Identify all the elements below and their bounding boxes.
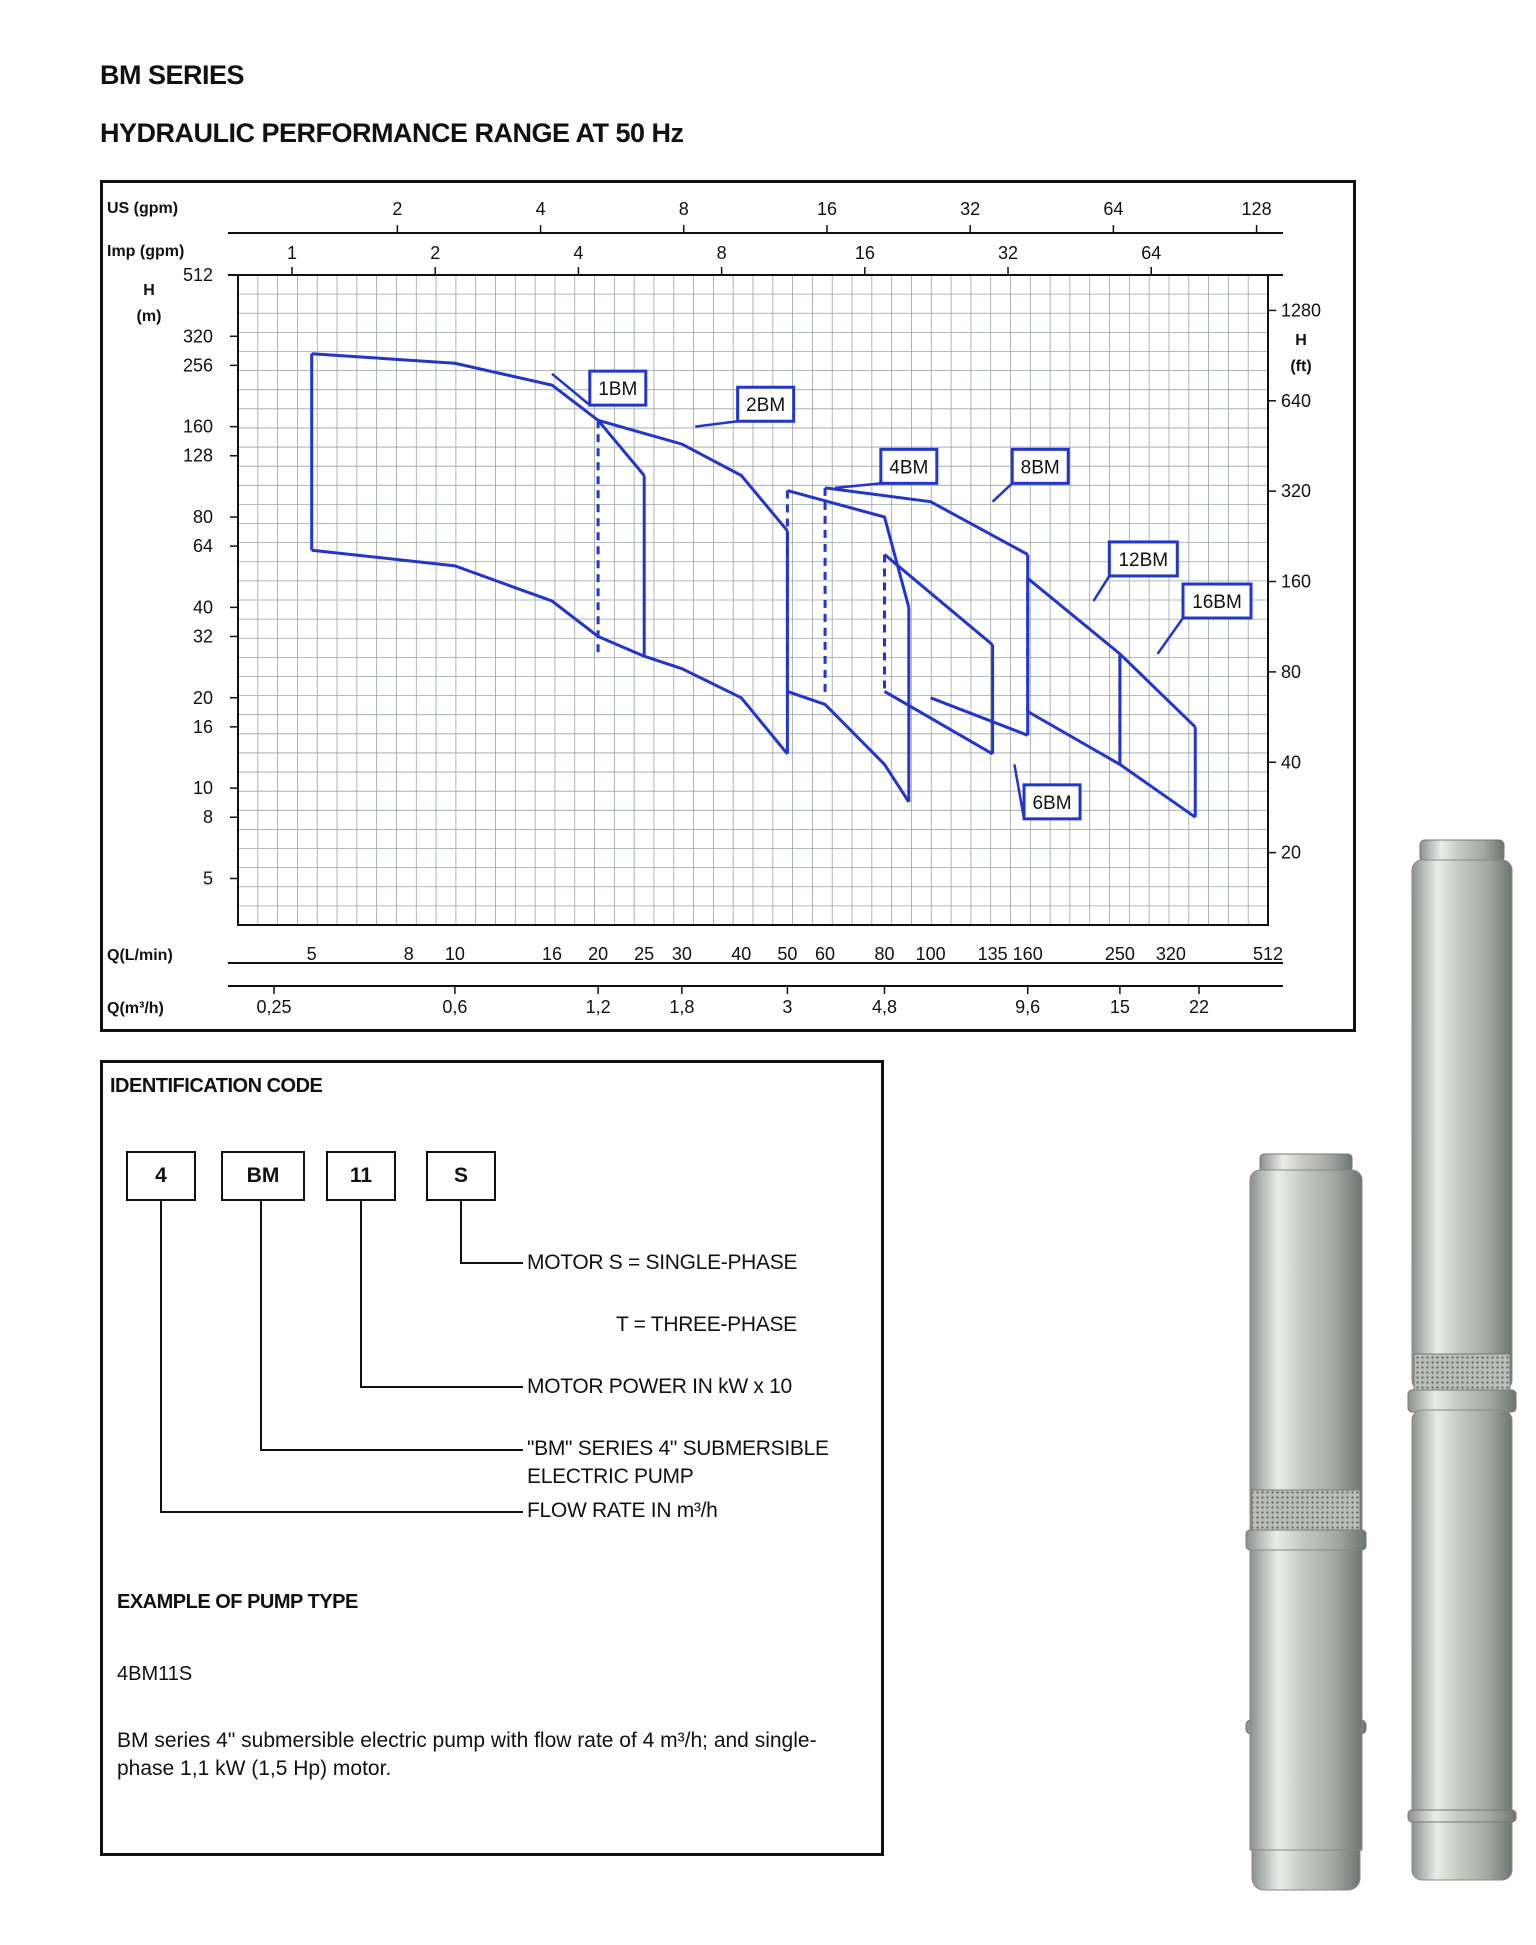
imp-gpm-tick-label: 2 (430, 243, 441, 263)
code-box-power: 11 (326, 1151, 396, 1201)
label-leader-2BM (695, 421, 737, 426)
h-m-tick-label: 10 (192, 778, 213, 799)
h-m-tick-label: 16 (192, 716, 213, 737)
h-ft-tick-label: 640 (1281, 390, 1312, 411)
q-m3h-tick-label: 0,25 (256, 997, 292, 1017)
motor-three-phase: T = THREE-PHASE (616, 1313, 797, 1336)
q-lmin-tick-label: 80 (874, 944, 895, 964)
q-lmin-tick-label: 10 (444, 944, 465, 964)
q-lmin-tick-label: 20 (588, 944, 609, 964)
q-m3h-tick-label: 4,8 (871, 997, 898, 1017)
label-8BM: 8BM (1020, 457, 1060, 479)
h-m-tick-label: 20 (192, 687, 213, 708)
label-leader-8BM (993, 483, 1013, 501)
h-m-tick-label: 80 (192, 507, 213, 528)
q-lmin-tick-label: 100 (915, 944, 946, 964)
h-m-tick-label: 5 (202, 868, 213, 889)
us-gpm-tick-label: 16 (816, 199, 837, 219)
h-ft-tick-label: 40 (1281, 752, 1302, 773)
q-m3h-tick-label: 15 (1109, 997, 1130, 1017)
h-ft-tick-label: 20 (1281, 842, 1302, 863)
imp-gpm-tick-label: 1 (287, 243, 298, 263)
q-lmin-tick-label: 8 (403, 944, 414, 964)
h-ft-label: H (1295, 332, 1307, 349)
motor-power-text: MOTOR POWER IN kW x 10 (527, 1375, 792, 1398)
example-description: BM series 4" submersible electric pump with flow rate of 4 m³/h; and single-phase 1,1 kW (1,5 Hp) motor. (117, 1729, 817, 1780)
h-ft-tick-label: 160 (1281, 571, 1312, 592)
chart-svg (103, 183, 1359, 1035)
q-lmin-tick-label: 135 (977, 944, 1008, 964)
h-m-tick-label: 160 (182, 416, 213, 437)
h-m-tick-label: 8 (202, 807, 213, 828)
curve-4BM-bottom (787, 691, 908, 802)
h-m-tick-label: 256 (182, 355, 213, 376)
series-text-1: "BM" SERIES 4" SUBMERSIBLE (527, 1437, 829, 1460)
us-gpm-tick-label: 8 (678, 199, 689, 219)
q-m3h-tick-label: 22 (1189, 997, 1210, 1017)
us-gpm-label: US (gpm) (107, 200, 179, 217)
pump-tall (1408, 840, 1516, 1880)
pump-small (1246, 1154, 1366, 1890)
q-m3h-tick-label: 9,6 (1015, 997, 1041, 1017)
us-gpm-tick-label: 32 (960, 199, 981, 219)
q-lmin-tick-label: 40 (731, 944, 752, 964)
h-m-unit: (m) (136, 308, 162, 325)
imp-gpm-label: Imp (gpm) (107, 243, 185, 260)
label-16BM: 16BM (1192, 592, 1242, 614)
series-text-2: ELECTRIC PUMP (527, 1465, 694, 1488)
code-box-flow: 4 (126, 1151, 196, 1201)
us-gpm-tick-label: 2 (392, 199, 403, 219)
h-m-label: H (143, 282, 155, 299)
h-ft-tick-label: 320 (1281, 481, 1312, 502)
flow-rate-text: FLOW RATE IN m³/h (527, 1499, 718, 1522)
q-m3h-tick-label: 1,8 (669, 997, 695, 1017)
h-m-tick-label: 512 (182, 265, 213, 285)
label-1BM: 1BM (598, 379, 638, 401)
label-leader-12BM (1093, 576, 1109, 601)
series-title: BM SERIES (100, 60, 245, 90)
q-lmin-tick-label: 16 (541, 944, 563, 964)
curve-12BM-top (1028, 578, 1120, 654)
code-box-series: BM (221, 1151, 305, 1201)
curve-12BM-bottom (1028, 712, 1120, 765)
performance-chart (100, 180, 1356, 1032)
q-lmin-tick-label: 30 (671, 944, 692, 964)
h-m-tick-label: 320 (182, 326, 213, 347)
example-title: EXAMPLE OF PUMP TYPE (117, 1591, 358, 1613)
pump-images (1230, 830, 1530, 1900)
curve-2BM-top (598, 420, 787, 531)
curve-4BM-top (787, 491, 908, 608)
curve-16BM-top (1120, 654, 1195, 727)
h-ft-tick-label: 1280 (1281, 300, 1322, 321)
q-m3h-label: Q(m³/h) (107, 1000, 164, 1017)
q-lmin-tick-label: 60 (815, 944, 836, 964)
imp-gpm-tick-label: 8 (716, 243, 727, 263)
q-lmin-tick-label: 25 (634, 944, 655, 964)
label-12BM: 12BM (1118, 549, 1169, 571)
curve-2BM-bottom (644, 656, 787, 754)
imp-gpm-tick-label: 64 (1141, 243, 1162, 263)
q-lmin-tick-label: 512 (1252, 944, 1284, 964)
us-gpm-tick-label: 128 (1241, 199, 1272, 219)
q-m3h-tick-label: 0,6 (442, 997, 468, 1017)
q-lmin-label: Q(L/min) (107, 947, 173, 964)
q-lmin-tick-label: 50 (777, 944, 798, 964)
q-m3h-tick-label: 1,2 (585, 997, 611, 1017)
imp-gpm-tick-label: 16 (854, 243, 875, 263)
imp-gpm-tick-label: 32 (998, 243, 1019, 263)
curve-8BM-bottom (931, 698, 1028, 736)
h-ft-tick-label: 80 (1281, 661, 1302, 682)
h-m-tick-label: 128 (182, 445, 213, 466)
label-4BM: 4BM (889, 457, 929, 479)
label-6BM: 6BM (1032, 792, 1072, 814)
h-m-tick-label: 40 (192, 597, 213, 618)
label-2BM: 2BM (746, 395, 786, 417)
h-ft-unit: (ft) (1290, 358, 1312, 375)
example-type: 4BM11S (117, 1663, 193, 1685)
identification-panel (100, 1060, 884, 1856)
q-lmin-tick-label: 5 (306, 944, 317, 964)
identification-title: IDENTIFICATION CODE (110, 1075, 323, 1097)
imp-gpm-tick-label: 4 (573, 243, 584, 263)
label-leader-16BM (1158, 618, 1183, 654)
q-lmin-tick-label: 320 (1155, 944, 1186, 964)
code-box-motor: S (426, 1151, 496, 1201)
us-gpm-tick-label: 64 (1103, 199, 1124, 219)
submersible-pump-illustration (1230, 830, 1530, 1900)
motor-single-phase: MOTOR S = SINGLE-PHASE (527, 1251, 798, 1274)
q-lmin-tick-label: 160 (1012, 944, 1043, 964)
h-m-tick-label: 64 (192, 536, 213, 557)
h-m-tick-label: 32 (192, 626, 213, 647)
q-lmin-tick-label: 250 (1104, 944, 1135, 964)
us-gpm-tick-label: 4 (535, 199, 546, 219)
q-m3h-tick-label: 3 (782, 997, 793, 1017)
chart-heading: HYDRAULIC PERFORMANCE RANGE AT 50 Hz (100, 118, 684, 148)
